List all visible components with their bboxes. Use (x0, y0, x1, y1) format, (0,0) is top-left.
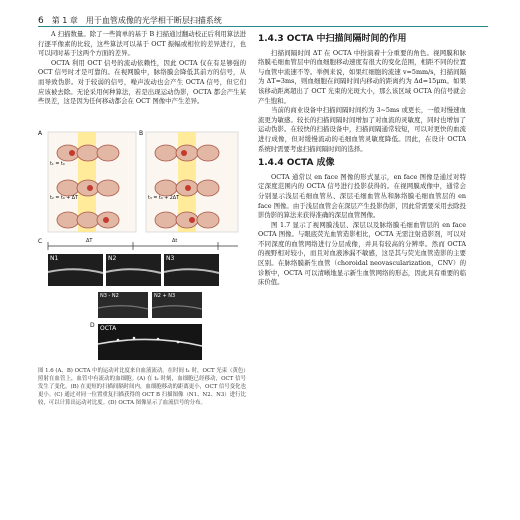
section-heading-1-4-4: 1.4.4 OCTA 成像 (258, 158, 335, 169)
paragraph: 当前的商业设备中扫描间隔时间约为 3~5ms 或更长，一般对慢速血流更为敏感。较长的扫描间隔时间增加了对血流的灵敏度，同时也增加了运动伪影。在较快的扫描设备中，扫描间隔通常较短，可以对更快的血流进行成像，但对缓慢流动的毛细血管灵敏度降低。因此，在设计 OCTA 系统时需要考虑扫描间隔时间的选择。 (258, 106, 466, 153)
right-column (258, 30, 466, 288)
chapter-title: 用于血管成像的光学相干断层扫描系统 (85, 16, 222, 25)
figure-caption: 图 1.6 (A、B) OCTA 中的运动对比度来自血液流动。在时间 t₁ 时，OCT 光束（黄色）照射在血管上，血管中有流动的血细胞。(A) 在 t₂ 时刻，血细胞已经移动，OCT 信号发生了变化。(B) 在更短的扫描间隔时间内，血细胞移动的距离更小，OCT 信号变化也更小。(C) 通过对同一位置重复扫描获得的 OCT B 扫描图像（N1、N2、N3）进行比较，可以计算出运动对比度。(D) OCTA 图像显示了血流信号的分布。 (38, 368, 246, 406)
panel-label-c: C (38, 238, 43, 245)
paragraph: OCTA 通常以 en face 图像的形式显示，en face 图像是通过对特定深度范围内的 OCTA 信号进行投影获得的。在视网膜成像中，通常会分别显示浅层毛细血管丛、深层毛细血管丛和脉络膜毛细血管层的 en face 图像。由于浅层血管会在深层产生投影伪影，因此常需要采用去除投影伪影的算法来获得准确的深层血管图像。 (258, 172, 466, 220)
paragraph: 图 1.7 显示了视网膜浅层、深层以及脉络膜毛细血管层的 en face OCTA 图像。与眼底荧光血管造影相比，OCTA 无需注射造影剂，可以对不同深度的血管网络进行分层成像，并具有较高的分辨率。然而 OCTA 的视野相对较小，而且对血液渗漏不敏感，这是其与荧光血管造影的主要区别。在脉络膜新生血管（choroidal neovascularization，CNV）的诊断中，OCTA 可以清晰地显示新生血管网络的形态，因此具有重要的临床价值。 (258, 220, 466, 287)
delta-t-small-label: Δt (172, 238, 178, 244)
image-label-n3-minus-n2: N3 - N2 (100, 293, 119, 299)
running-header (38, 12, 488, 27)
paragraph: OCTA 利用 OCT 信号的流动依赖性，因此 OCTA 仅在有足够强的 OCT 信号时才是可靠的。在视网膜中，脉络膜会降低其前方的信号，从而导致伪影。对于较弱的信号，噪声波动也会产生 OCTA 信号，但它们应该被去除。无论采用何种算法，若是出现运动伪影，OCTA 都会产生某些误差，这是因为任何移动都会在 OCT 图像中产生差异。 (38, 58, 246, 106)
paragraph: 扫描间隔时间 ΔT 在 OCTA 中扮演着十分重要的角色。视网膜和脉络膜毛细血管层中的血细胞移动速度有很大的变化范围，相距不同的位置与血管中流速不等。举例来说，如果红细胞的流速 v=5mm/s，扫描间隔为 ΔT=3ms，则血细胞在间隔时间内移动的距离约为 Δd=15μm。如果该移动距离超出了 OCT 光束的光斑大小，那么该区域 OCTA 的信号就会产生饱和。 (258, 48, 466, 105)
section-heading-1-4-3: 1.4.3 OCTA 中扫描间隔时间的作用 (258, 34, 407, 44)
panel-label-a: A (38, 130, 43, 137)
panel-label-b: B (139, 130, 144, 137)
figure-1-6 (38, 128, 246, 364)
panel-label-d: D (90, 322, 95, 329)
image-label-n2-plus-n3: N2 + N3 (154, 293, 176, 299)
time-label-t1: t₁ = t₀ (50, 162, 65, 167)
time-label-t3: t₃ = t₀ + 2ΔT (148, 196, 180, 201)
image-label-n2: N2 (108, 255, 117, 262)
page-number: 6 (38, 16, 44, 26)
delta-t-label: ΔT (86, 238, 93, 244)
chapter-number: 第 1 章 (51, 16, 78, 25)
image-label-octa: OCTA (100, 325, 117, 332)
paragraph: A 扫描数量。除了一些简单的基于 B 扫描通过翻动校正后利用算法进行逐平像素的比较，这些算法可以基于 OCT 振幅或相位的差异进行，也可以同时基于这两个方面的差异。 (38, 30, 246, 58)
left-column (38, 30, 246, 107)
image-label-n1: N1 (50, 255, 59, 262)
figure-graphic (38, 128, 246, 364)
time-label-t2: t₂ = t₀ + ΔT (50, 196, 78, 201)
image-label-n3: N3 (166, 255, 175, 262)
